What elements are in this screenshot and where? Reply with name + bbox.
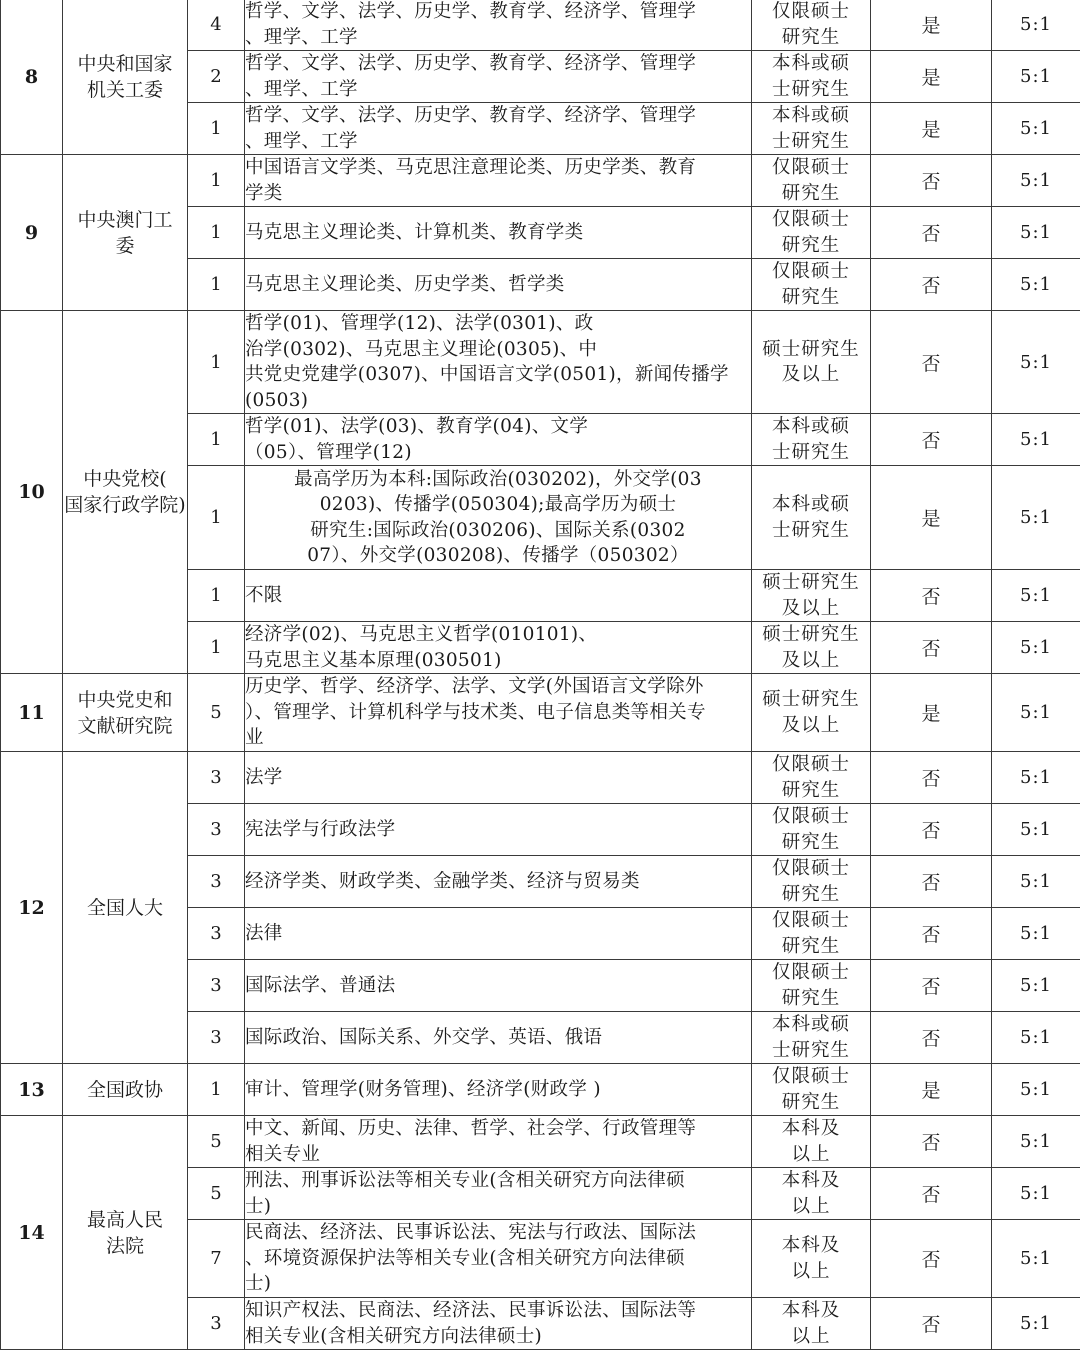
organization-name — [63, 0, 188, 155]
major-requirement — [245, 908, 752, 960]
education-requirement-line: 仅限硕士 — [752, 856, 870, 882]
group-number: 8 — [1, 0, 63, 155]
major-requirement — [245, 960, 752, 1012]
party-member-required: 否 — [871, 622, 992, 674]
organization-name-line: 中央党校( — [63, 466, 187, 492]
major-requirement — [245, 466, 752, 570]
party-member-required: 是 — [871, 674, 992, 752]
organization-name-line: 全国人大 — [63, 895, 187, 921]
recruit-count: 1 — [188, 259, 245, 311]
interview-ratio: 5:1 — [992, 311, 1080, 414]
interview-ratio: 5:1 — [992, 0, 1080, 51]
education-requirement-line: 及以上 — [752, 596, 870, 622]
education-requirement-line: 本科及 — [752, 1233, 870, 1259]
major-requirement-line: （05）、管理学(12) — [245, 440, 751, 466]
major-requirement-line: 经济学(02)、马克思主义哲学(010101)、 — [245, 622, 751, 648]
recruit-count: 3 — [188, 1298, 245, 1350]
education-requirement-line: 仅限硕士 — [752, 960, 870, 986]
major-requirement — [245, 1012, 752, 1064]
education-requirement-line: 研究生 — [752, 986, 870, 1012]
recruit-count: 5 — [188, 1116, 245, 1168]
education-requirement-line: 及以上 — [752, 362, 870, 388]
education-requirement — [752, 856, 871, 908]
interview-ratio: 5:1 — [992, 1220, 1080, 1298]
recruit-count: 3 — [188, 960, 245, 1012]
education-requirement — [752, 622, 871, 674]
party-member-required: 否 — [871, 207, 992, 259]
party-member-required: 否 — [871, 1168, 992, 1220]
major-requirement-line: 刑法、刑事诉讼法等相关专业(含相关研究方向法律硕 — [245, 1168, 751, 1194]
interview-ratio: 5:1 — [992, 103, 1080, 155]
table-row — [1, 674, 1080, 752]
major-requirement — [245, 207, 752, 259]
major-requirement-line: 、理学、工学 — [245, 129, 751, 155]
education-requirement — [752, 908, 871, 960]
table-row — [1, 1116, 1080, 1168]
major-requirement — [245, 570, 752, 622]
party-member-required: 否 — [871, 856, 992, 908]
major-requirement — [245, 155, 752, 207]
education-requirement-line: 仅限硕士 — [752, 752, 870, 778]
organization-name — [63, 674, 188, 752]
party-member-required: 否 — [871, 570, 992, 622]
major-requirement-line: 士) — [245, 1194, 751, 1220]
party-member-required: 否 — [871, 804, 992, 856]
interview-ratio: 5:1 — [992, 1168, 1080, 1220]
major-requirement-line: 马克思主义理论类、计算机类、教育学类 — [245, 220, 751, 246]
major-requirement-line: 相关专业(含相关研究方向法律硕士) — [245, 1324, 751, 1350]
education-requirement — [752, 207, 871, 259]
party-member-required: 是 — [871, 1064, 992, 1116]
party-member-required: 否 — [871, 259, 992, 311]
education-requirement-line: 硕士研究生 — [752, 570, 870, 596]
recruit-count: 5 — [188, 674, 245, 752]
education-requirement-line: 以上 — [752, 1142, 870, 1168]
education-requirement-line: 硕士研究生 — [752, 337, 870, 363]
group-number: 13 — [1, 1064, 63, 1116]
party-member-required: 否 — [871, 1298, 992, 1350]
major-requirement — [245, 856, 752, 908]
major-requirement-line: 哲学(01)、法学(03)、教育学(04)、文学 — [245, 414, 751, 440]
education-requirement-line: 本科或硕 — [752, 103, 870, 129]
recruit-count: 1 — [188, 622, 245, 674]
interview-ratio: 5:1 — [992, 960, 1080, 1012]
party-member-required: 是 — [871, 103, 992, 155]
education-requirement — [752, 674, 871, 752]
education-requirement-line: 以上 — [752, 1259, 870, 1285]
education-requirement — [752, 311, 871, 414]
organization-name — [63, 1064, 188, 1116]
major-requirement-line: 审计、管理学(财务管理)、经济学(财政学 ) — [245, 1077, 751, 1103]
major-requirement-line: 知识产权法、民商法、经济法、民事诉讼法、国际法等 — [245, 1298, 751, 1324]
education-requirement-line: 以上 — [752, 1324, 870, 1350]
major-requirement — [245, 622, 752, 674]
education-requirement-line: 士研究生 — [752, 440, 870, 466]
major-requirement — [245, 414, 752, 466]
education-requirement-line: 研究生 — [752, 778, 870, 804]
recruit-count: 1 — [188, 1064, 245, 1116]
education-requirement — [752, 1220, 871, 1298]
education-requirement-line: 及以上 — [752, 648, 870, 674]
recruit-count: 1 — [188, 570, 245, 622]
recruit-count: 1 — [188, 103, 245, 155]
major-requirement-line: 0203)、传播学(050304);最高学历为硕士 — [245, 492, 751, 518]
interview-ratio: 5:1 — [992, 1116, 1080, 1168]
education-requirement-line: 士研究生 — [752, 1038, 870, 1064]
major-requirement-line: 业 — [245, 725, 751, 751]
major-requirement-line: 马克思主义理论类、历史学类、哲学类 — [245, 272, 751, 298]
recruit-count: 1 — [188, 155, 245, 207]
interview-ratio: 5:1 — [992, 622, 1080, 674]
organization-name-line: 国家行政学院) — [63, 492, 187, 518]
major-requirement-line: 经济学类、财政学类、金融学类、经济与贸易类 — [245, 869, 751, 895]
major-requirement-line: 、理学、工学 — [245, 77, 751, 103]
organization-name-line: 法院 — [63, 1233, 187, 1259]
group-number: 11 — [1, 674, 63, 752]
recruit-count: 1 — [188, 414, 245, 466]
major-requirement — [245, 752, 752, 804]
major-requirement-line: 国际政治、国际关系、外交学、英语、俄语 — [245, 1025, 751, 1051]
major-requirement — [245, 674, 752, 752]
recruit-count: 3 — [188, 908, 245, 960]
interview-ratio: 5:1 — [992, 674, 1080, 752]
major-requirement-line: 学类 — [245, 181, 751, 207]
education-requirement-line: 以上 — [752, 1194, 870, 1220]
major-requirement-line: 中国语言文学类、马克思注意理论类、历史学类、教育 — [245, 155, 751, 181]
interview-ratio: 5:1 — [992, 259, 1080, 311]
interview-ratio: 5:1 — [992, 207, 1080, 259]
education-requirement — [752, 804, 871, 856]
major-requirement — [245, 103, 752, 155]
party-member-required: 否 — [871, 908, 992, 960]
education-requirement-line: 本科或硕 — [752, 51, 870, 77]
major-requirement-line: 07）、外交学(030208)、传播学（050302） — [245, 543, 751, 569]
recruit-count: 3 — [188, 804, 245, 856]
organization-name-line: 全国政协 — [63, 1077, 187, 1103]
interview-ratio: 5:1 — [992, 752, 1080, 804]
major-requirement — [245, 804, 752, 856]
education-requirement-line: 研究生 — [752, 285, 870, 311]
major-requirement-line: 不限 — [245, 583, 751, 609]
interview-ratio: 5:1 — [992, 1298, 1080, 1350]
education-requirement-line: 本科及 — [752, 1168, 870, 1194]
party-member-required: 否 — [871, 155, 992, 207]
education-requirement-line: 本科或硕 — [752, 414, 870, 440]
recruit-count: 7 — [188, 1220, 245, 1298]
recruit-count: 1 — [188, 466, 245, 570]
organization-name — [63, 311, 188, 674]
major-requirement-line: 研究生:国际政治(030206)、国际关系(0302 — [245, 518, 751, 544]
interview-ratio: 5:1 — [992, 1012, 1080, 1064]
table-row — [1, 0, 1080, 51]
organization-name — [63, 155, 188, 311]
table-row — [1, 311, 1080, 414]
education-requirement-line: 本科或硕 — [752, 492, 870, 518]
major-requirement-line: 哲学、文学、法学、历史学、教育学、经济学、管理学 — [245, 103, 751, 129]
table-row — [1, 155, 1080, 207]
major-requirement-line: 历史学、哲学、经济学、法学、文学(外国语言文学除外 — [245, 674, 751, 700]
major-requirement-line: 最高学历为本科:国际政治(030202)，外交学(03 — [245, 467, 751, 493]
education-requirement-line: 硕士研究生 — [752, 687, 870, 713]
party-member-required: 是 — [871, 51, 992, 103]
major-requirement-line: 哲学(01)、管理学(12)、法学(0301)、政 — [245, 311, 751, 337]
education-requirement-line: 研究生 — [752, 830, 870, 856]
education-requirement-line: 仅限硕士 — [752, 207, 870, 233]
recruit-count: 5 — [188, 1168, 245, 1220]
major-requirement — [245, 1168, 752, 1220]
education-requirement — [752, 960, 871, 1012]
group-number: 14 — [1, 1116, 63, 1350]
major-requirement-line: 相关专业 — [245, 1142, 751, 1168]
major-requirement-line: 共党史党建学(0307)、中国语言文学(0501)，新闻传播学(0503) — [245, 362, 751, 413]
organization-name-line: 中央党史和 — [63, 687, 187, 713]
major-requirement-line: 马克思主义基本原理(030501) — [245, 648, 751, 674]
interview-ratio: 5:1 — [992, 414, 1080, 466]
major-requirement-line: 治学(0302)、马克思主义理论(0305)、中 — [245, 337, 751, 363]
recruit-count: 1 — [188, 311, 245, 414]
organization-name-line: 委 — [63, 233, 187, 259]
education-requirement — [752, 414, 871, 466]
party-member-required: 否 — [871, 1116, 992, 1168]
interview-ratio: 5:1 — [992, 51, 1080, 103]
recruit-count: 3 — [188, 856, 245, 908]
major-requirement — [245, 51, 752, 103]
party-member-required: 否 — [871, 960, 992, 1012]
party-member-required: 否 — [871, 1012, 992, 1064]
recruit-count: 4 — [188, 0, 245, 51]
organization-name — [63, 1116, 188, 1350]
group-number: 9 — [1, 155, 63, 311]
party-member-required: 否 — [871, 414, 992, 466]
education-requirement-line: 研究生 — [752, 934, 870, 960]
major-requirement — [245, 0, 752, 51]
recruit-count: 3 — [188, 752, 245, 804]
interview-ratio: 5:1 — [992, 804, 1080, 856]
major-requirement-line: ）、管理学、计算机科学与技术类、电子信息类等相关专 — [245, 700, 751, 726]
major-requirement — [245, 1220, 752, 1298]
organization-name-line: 最高人民 — [63, 1207, 187, 1233]
education-requirement-line: 本科或硕 — [752, 1012, 870, 1038]
interview-ratio: 5:1 — [992, 908, 1080, 960]
organization-name-line: 中央澳门工 — [63, 207, 187, 233]
major-requirement-line: 中文、新闻、历史、法律、哲学、社会学、行政管理等 — [245, 1116, 751, 1142]
group-number: 12 — [1, 752, 63, 1064]
education-requirement-line: 仅限硕士 — [752, 1064, 870, 1090]
education-requirement-line: 及以上 — [752, 713, 870, 739]
major-requirement — [245, 1064, 752, 1116]
education-requirement-line: 士研究生 — [752, 129, 870, 155]
education-requirement-line: 研究生 — [752, 1090, 870, 1116]
major-requirement — [245, 311, 752, 414]
major-requirement-line: 法律 — [245, 921, 751, 947]
major-requirement-line: 、理学、工学 — [245, 25, 751, 51]
education-requirement-line: 本科及 — [752, 1298, 870, 1324]
organization-name — [63, 752, 188, 1064]
interview-ratio: 5:1 — [992, 466, 1080, 570]
education-requirement — [752, 0, 871, 51]
party-member-required: 否 — [871, 752, 992, 804]
recruit-count: 2 — [188, 51, 245, 103]
education-requirement-line: 仅限硕士 — [752, 259, 870, 285]
education-requirement — [752, 1064, 871, 1116]
table-row — [1, 1064, 1080, 1116]
major-requirement-line: 国际法学、普通法 — [245, 973, 751, 999]
major-requirement-line: 民商法、经济法、民事诉讼法、宪法与行政法、国际法 — [245, 1220, 751, 1246]
education-requirement-line: 研究生 — [752, 882, 870, 908]
education-requirement-line: 仅限硕士 — [752, 155, 870, 181]
major-requirement-line: 法学 — [245, 765, 751, 791]
education-requirement — [752, 1012, 871, 1064]
education-requirement — [752, 155, 871, 207]
major-requirement — [245, 259, 752, 311]
education-requirement-line: 本科及 — [752, 1116, 870, 1142]
education-requirement — [752, 51, 871, 103]
organization-name-line: 机关工委 — [63, 77, 187, 103]
interview-ratio: 5:1 — [992, 155, 1080, 207]
party-member-required: 否 — [871, 311, 992, 414]
interview-ratio: 5:1 — [992, 856, 1080, 908]
education-requirement-line: 士研究生 — [752, 77, 870, 103]
education-requirement — [752, 752, 871, 804]
education-requirement — [752, 1116, 871, 1168]
education-requirement — [752, 570, 871, 622]
organization-name-line: 中央和国家 — [63, 51, 187, 77]
education-requirement-line: 研究生 — [752, 181, 870, 207]
major-requirement-line: 、环境资源保护法等相关专业(含相关研究方向法律硕 — [245, 1246, 751, 1272]
education-requirement — [752, 1168, 871, 1220]
recruit-count: 1 — [188, 207, 245, 259]
group-number: 10 — [1, 311, 63, 674]
party-member-required: 是 — [871, 0, 992, 51]
interview-ratio: 5:1 — [992, 570, 1080, 622]
education-requirement — [752, 466, 871, 570]
education-requirement-line: 仅限硕士 — [752, 0, 870, 25]
party-member-required: 否 — [871, 1220, 992, 1298]
education-requirement-line: 研究生 — [752, 233, 870, 259]
party-member-required: 是 — [871, 466, 992, 570]
education-requirement-line: 仅限硕士 — [752, 908, 870, 934]
organization-name-line: 文献研究院 — [63, 713, 187, 739]
major-requirement-line: 哲学、文学、法学、历史学、教育学、经济学、管理学 — [245, 0, 751, 25]
major-requirement-line: 宪法学与行政法学 — [245, 817, 751, 843]
education-requirement-line: 研究生 — [752, 25, 870, 51]
education-requirement-line: 仅限硕士 — [752, 804, 870, 830]
education-requirement — [752, 259, 871, 311]
table-row — [1, 752, 1080, 804]
education-requirement-line: 硕士研究生 — [752, 622, 870, 648]
major-requirement-line: 哲学、文学、法学、历史学、教育学、经济学、管理学 — [245, 51, 751, 77]
education-requirement-line: 士研究生 — [752, 518, 870, 544]
major-requirement — [245, 1116, 752, 1168]
recruit-count: 3 — [188, 1012, 245, 1064]
interview-ratio: 5:1 — [992, 1064, 1080, 1116]
education-requirement — [752, 103, 871, 155]
major-requirement-line: 士) — [245, 1271, 751, 1297]
